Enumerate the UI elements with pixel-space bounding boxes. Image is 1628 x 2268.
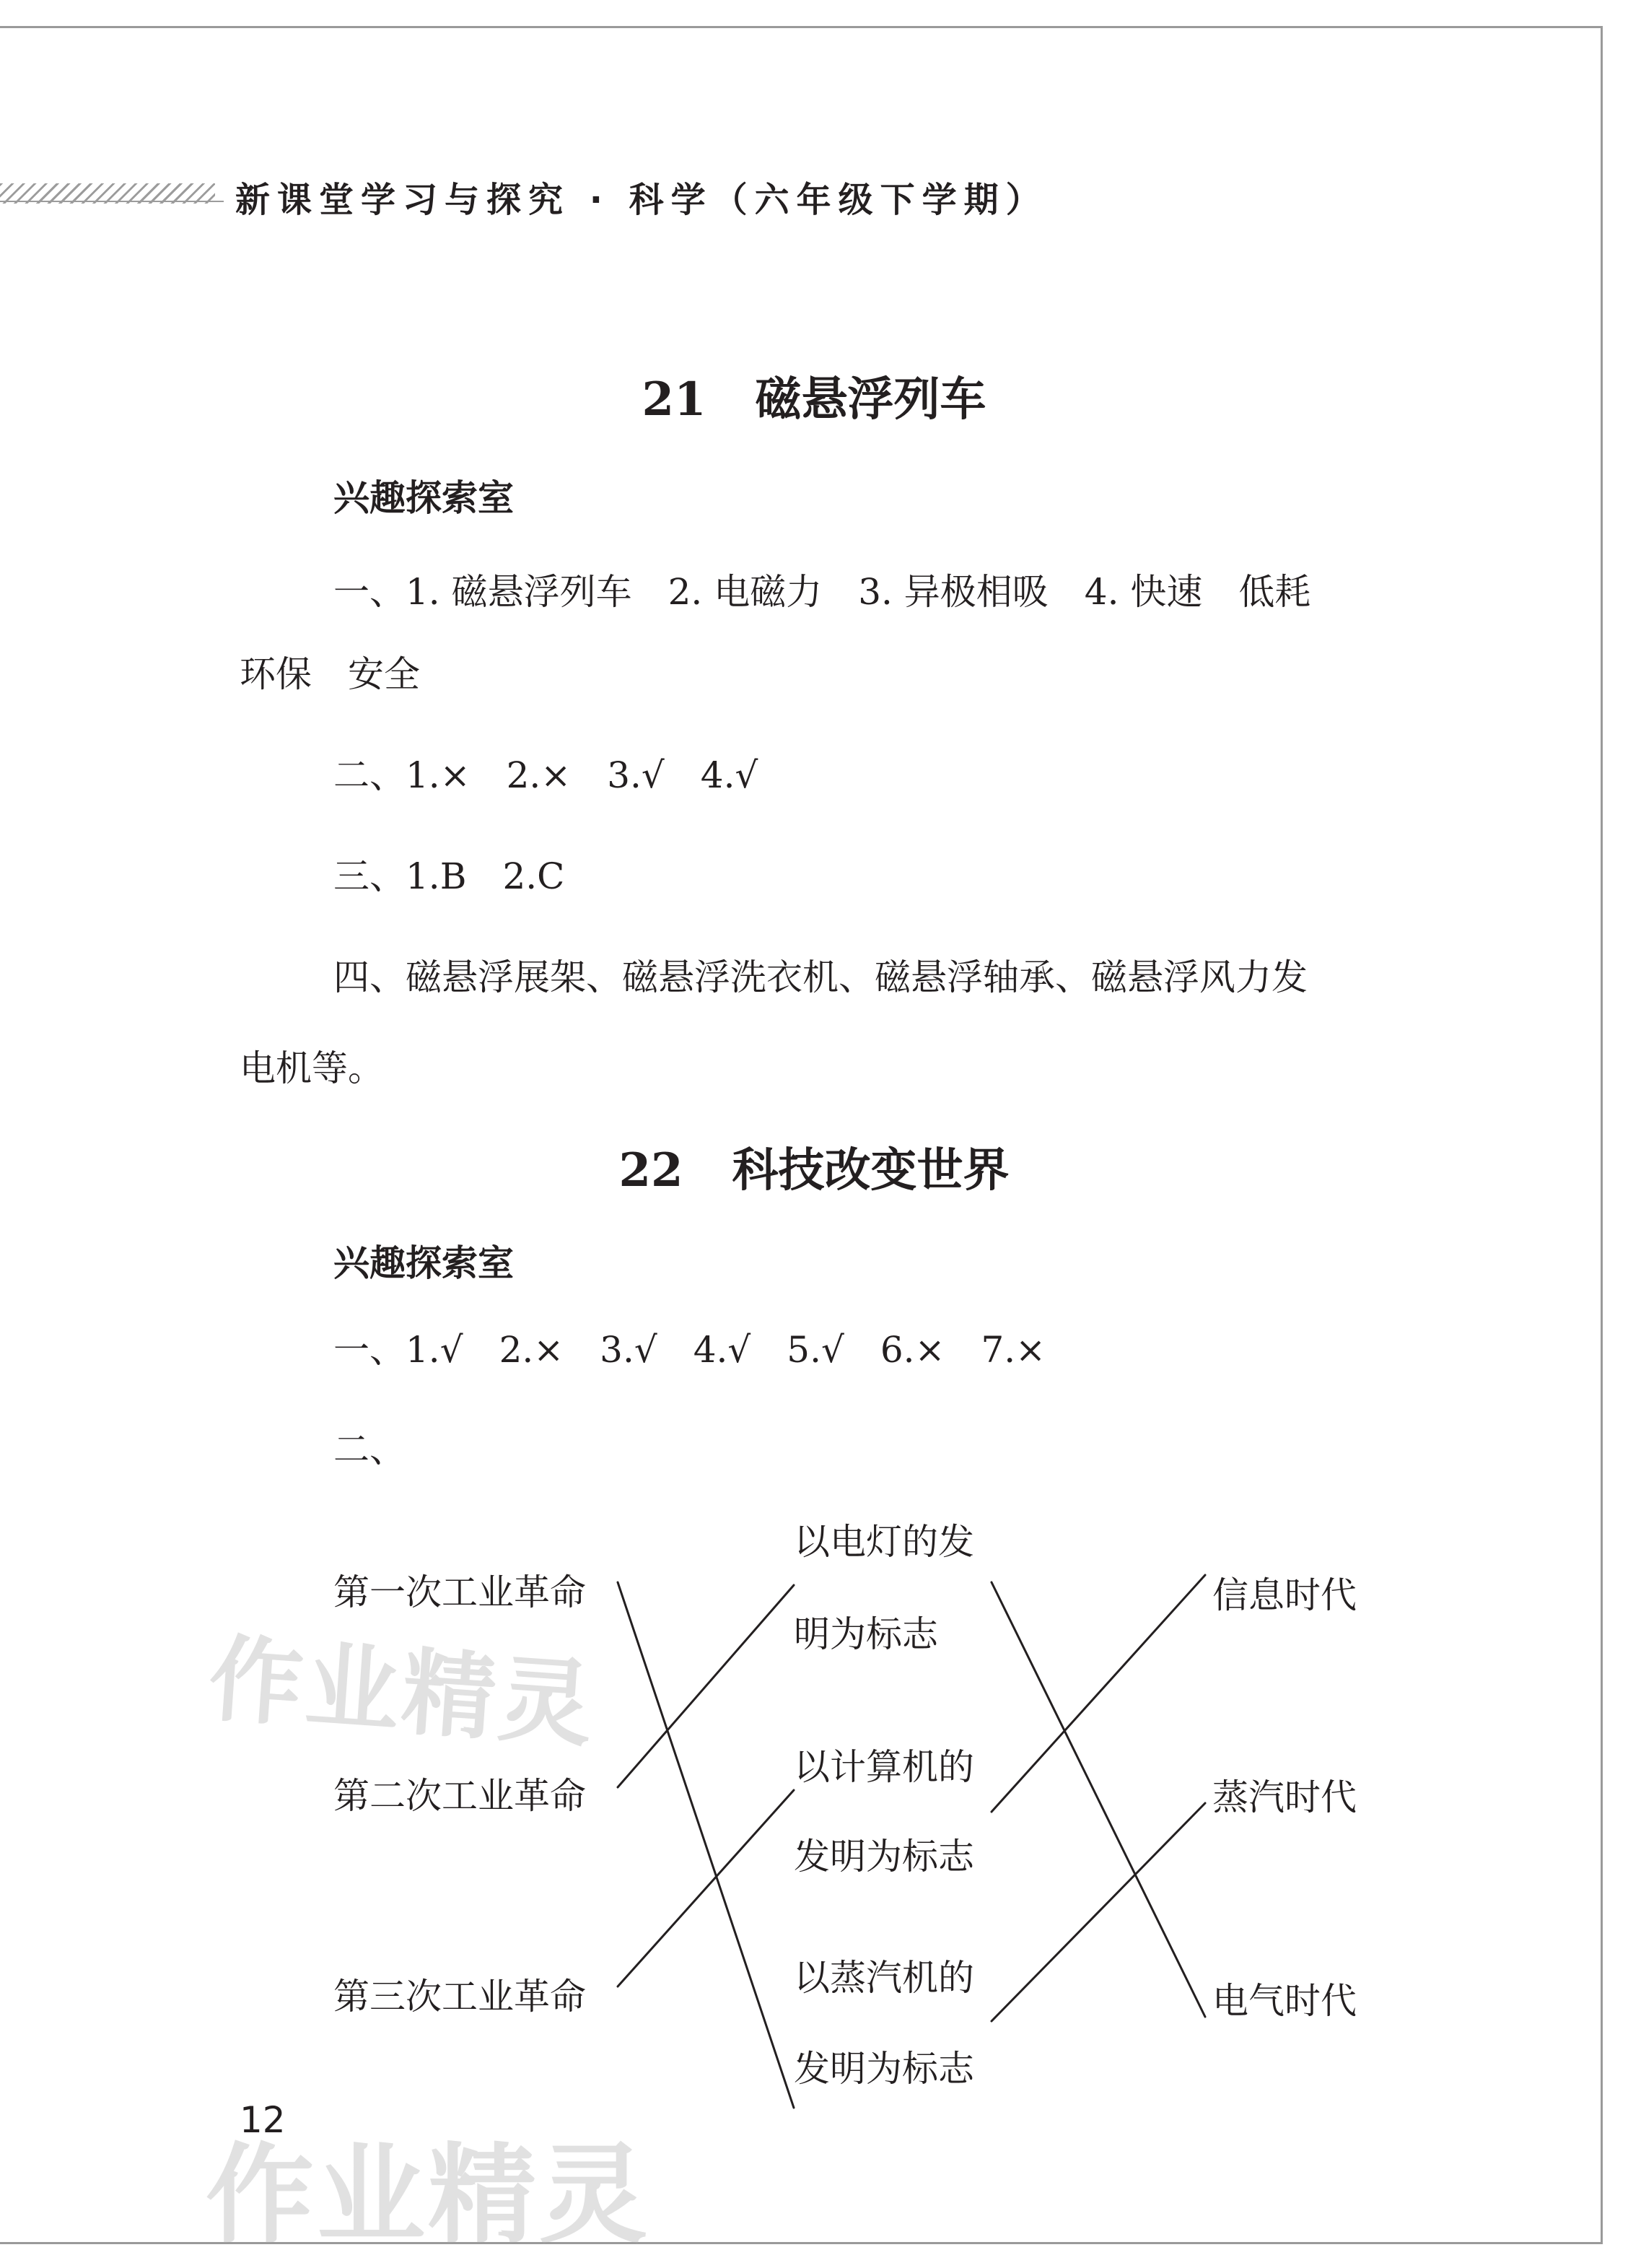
connector-computer-to-information-age [992, 1575, 1205, 1812]
lesson-21-answer-1-line-2: 环保 安全 [240, 653, 420, 695]
matching-middle-item-3-line-2: 发明为标志 [794, 2048, 974, 2090]
connector-steam-engine-to-steam-age [992, 1803, 1205, 2021]
lesson-22-answer-2-label: 二、 [333, 1429, 406, 1470]
watermark-middle: 作业精灵 [205, 1623, 599, 1761]
matching-middle-item-3-line-1: 以蒸汽机的 [794, 1957, 974, 1999]
watermark-bottom: 作业精灵 [206, 2133, 651, 2259]
page-number: 12 [240, 2099, 286, 2141]
lesson-21-section-title: 兴趣探索室 [333, 477, 514, 519]
lesson-21-number: 21 [642, 372, 706, 427]
matching-right-item-2: 蒸汽时代 [1212, 1776, 1357, 1818]
matching-middle-item-1-line-1: 以电灯的发 [794, 1521, 974, 1563]
lesson-22-number: 22 [618, 1143, 683, 1198]
lesson-21-answer-3: 三、1.B 2.C [333, 855, 565, 897]
lesson-21-answer-4-line-1: 四、磁悬浮展架、磁悬浮洗衣机、磁悬浮轴承、磁悬浮风力发 [333, 956, 1308, 998]
lesson-21-title: 磁悬浮列车 [755, 372, 986, 427]
running-header: 新课堂学习与探究 · 科学（六年级下学期） [235, 180, 1048, 220]
connector-third-revolution-to-computer [618, 1790, 794, 1986]
lesson-21-answer-1-line-1: 一、1. 磁悬浮列车 2. 电磁力 3. 异极相吸 4. 快速 低耗 [333, 571, 1311, 613]
connector-second-revolution-to-electric-light [618, 1585, 794, 1787]
matching-left-item-1: 第一次工业革命 [333, 1571, 586, 1613]
matching-middle-item-1-line-2: 明为标志 [794, 1613, 938, 1655]
matching-right-item-3: 电气时代 [1212, 1980, 1357, 2022]
matching-left-item-3: 第三次工业革命 [333, 1976, 586, 2018]
lesson-22-section-title: 兴趣探索室 [333, 1242, 514, 1284]
connector-first-revolution-to-steam-engine [618, 1582, 794, 2108]
matching-left-item-2: 第二次工业革命 [333, 1775, 586, 1817]
matching-middle-item-2-line-1: 以计算机的 [794, 1746, 974, 1788]
lesson-22-title: 科技改变世界 [732, 1143, 1010, 1198]
lesson-22-answer-1: 一、1.√ 2.× 3.√ 4.√ 5.√ 6.× 7.× [333, 1329, 1046, 1371]
lesson-21-answer-4-line-2: 电机等。 [240, 1047, 384, 1089]
connector-electric-light-to-electric-age [992, 1582, 1205, 2017]
matching-right-item-1: 信息时代 [1212, 1574, 1357, 1616]
matching-middle-item-2-line-2: 发明为标志 [794, 1836, 974, 1877]
lesson-21-answer-2: 二、1.× 2.× 3.√ 4.√ [333, 754, 758, 796]
